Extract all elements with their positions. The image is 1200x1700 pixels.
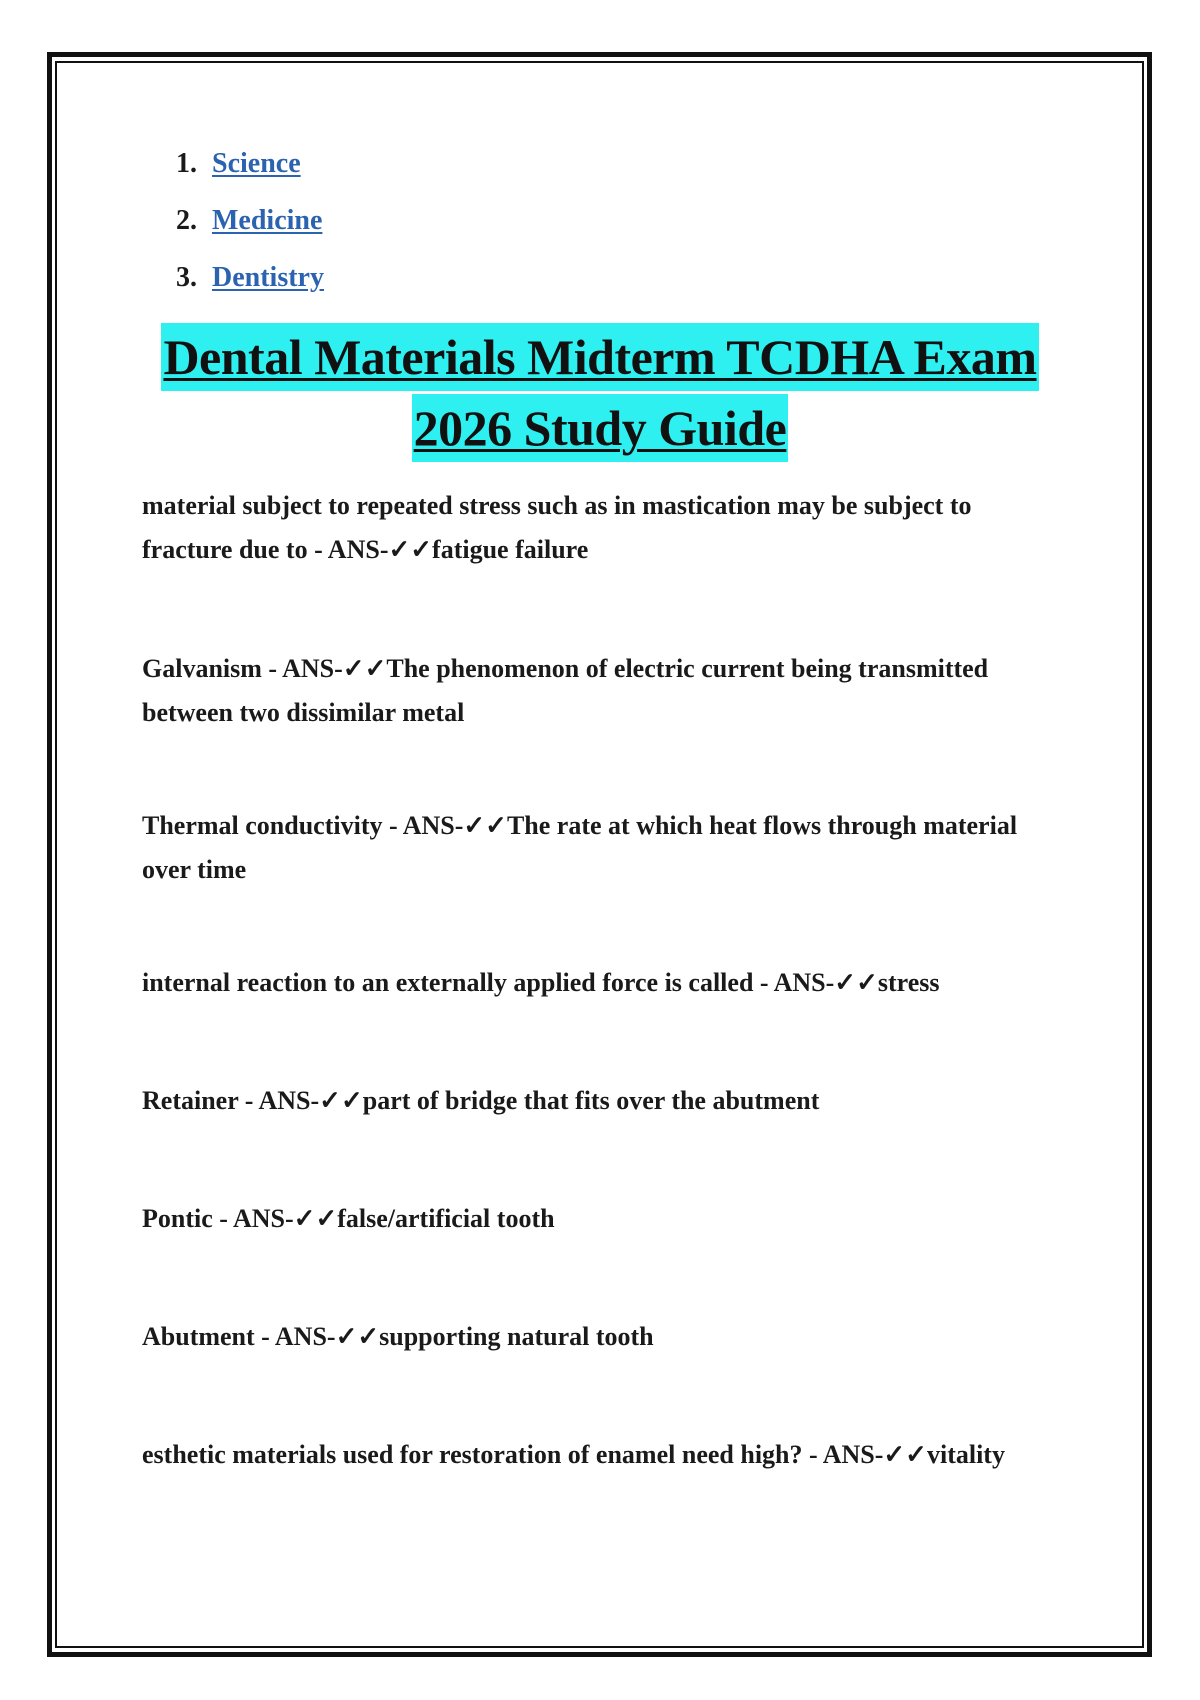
qa-item-pontic: Pontic - ANS-✓✓false/artificial tooth — [142, 1204, 555, 1233]
qa-item-retainer: Retainer - ANS-✓✓part of bridge that fits over the abutment — [142, 1086, 820, 1115]
breadcrumb-link-medicine[interactable]: Medicine — [212, 205, 323, 236]
breadcrumb-item-science — [176, 150, 324, 207]
page-title-line-2: 2026 Study Guide — [412, 394, 789, 462]
breadcrumb-number: 3. — [176, 262, 197, 293]
page-title — [100, 323, 1100, 462]
qa-item-thermal-conductivity: Thermal conductivity - ANS-✓✓The rate at which heat flows through material over time — [142, 811, 1018, 884]
breadcrumb — [176, 150, 324, 321]
qa-item-abutment: Abutment - ANS-✓✓supporting natural tooth — [142, 1322, 654, 1351]
breadcrumb-link-science[interactable]: Science — [212, 148, 301, 179]
qa-item-galvanism: Galvanism - ANS-✓✓The phenomenon of electric current being transmitted between two dissimilar metal — [142, 654, 989, 727]
qa-item-vitality: esthetic materials used for restoration of enamel need high? - ANS-✓✓vitality — [142, 1440, 1005, 1469]
page-title-line-1: Dental Materials Midterm TCDHA Exam — [161, 323, 1038, 391]
qa-item-fatigue-failure: material subject to repeated stress such as in mastication may be subject to fracture due to - ANS-✓✓fatigue failure — [142, 491, 972, 564]
breadcrumb-item-dentistry — [176, 264, 324, 321]
breadcrumb-number: 2. — [176, 205, 197, 236]
breadcrumb-number: 1. — [176, 148, 197, 179]
breadcrumb-link-dentistry[interactable]: Dentistry — [212, 262, 324, 293]
qa-item-stress: internal reaction to an externally applied force is called - ANS-✓✓stress — [142, 968, 940, 997]
breadcrumb-item-medicine — [176, 207, 324, 264]
